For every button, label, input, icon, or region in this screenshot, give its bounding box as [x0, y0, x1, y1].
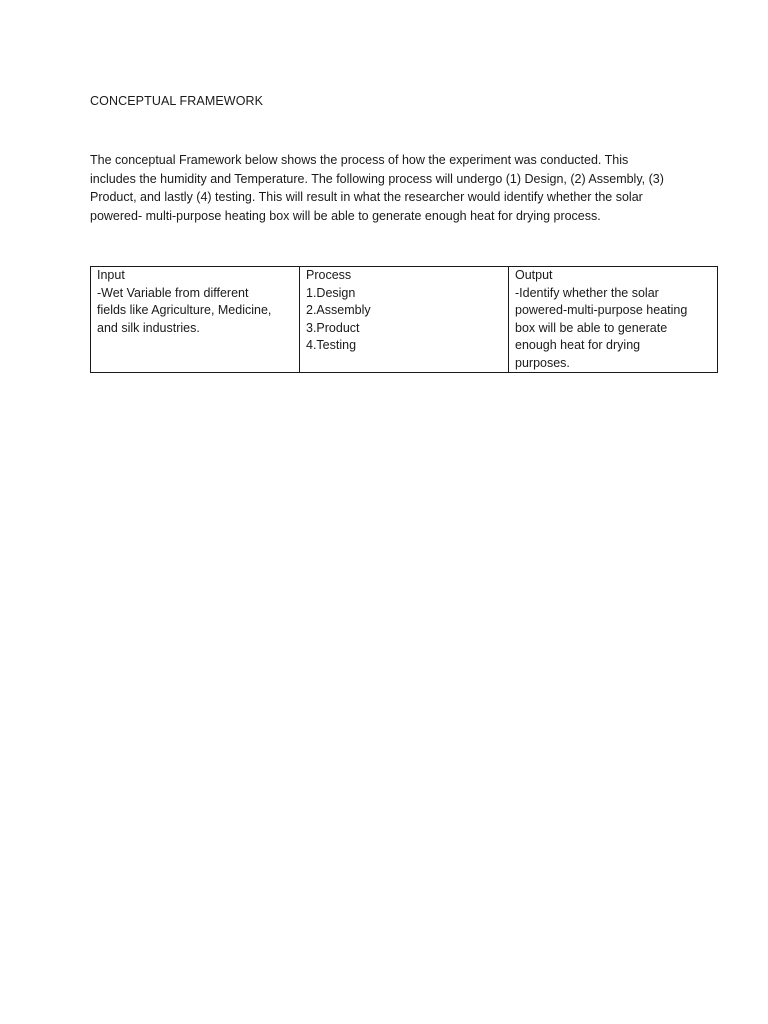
- table-row: [91, 267, 718, 373]
- output-header: Output: [515, 268, 553, 282]
- paragraph-line: includes the humidity and Temperature. The following process will undergo (1) Design, (2) Assembly, (3): [90, 171, 664, 186]
- output-line: powered-multi-purpose heating: [515, 303, 688, 317]
- output-line: enough heat for drying: [515, 338, 641, 352]
- process-step: 4.Testing: [306, 338, 357, 352]
- paragraph-line: The conceptual Framework below shows the process of how the experiment was conducted. This: [90, 153, 629, 167]
- paragraph-line: powered- multi-purpose heating box will be able to generate enough heat for drying process.: [90, 208, 601, 223]
- output-cell: [509, 267, 718, 373]
- process-step: 3.Product: [306, 320, 360, 335]
- output-line: box will be able to generate: [515, 320, 668, 335]
- intro-paragraph: [90, 151, 690, 225]
- process-header: Process: [306, 268, 352, 282]
- input-line: -Wet Variable from different: [97, 285, 249, 300]
- input-line: fields like Agriculture, Medicine,: [97, 303, 272, 317]
- process-step: 2.Assembly: [306, 303, 371, 317]
- process-step: 1.Design: [306, 285, 356, 300]
- framework-table: [90, 266, 718, 373]
- process-cell: [300, 267, 509, 373]
- paragraph-line: Product, and lastly (4) testing. This will result in what the researcher would identify whether the solar: [90, 190, 643, 204]
- input-header: Input: [97, 268, 125, 282]
- output-line: -Identify whether the solar: [515, 285, 659, 300]
- input-line: and silk industries.: [97, 320, 200, 335]
- page-title: CONCEPTUAL FRAMEWORK: [90, 94, 264, 108]
- input-cell: [91, 267, 300, 373]
- output-line: purposes.: [515, 355, 570, 370]
